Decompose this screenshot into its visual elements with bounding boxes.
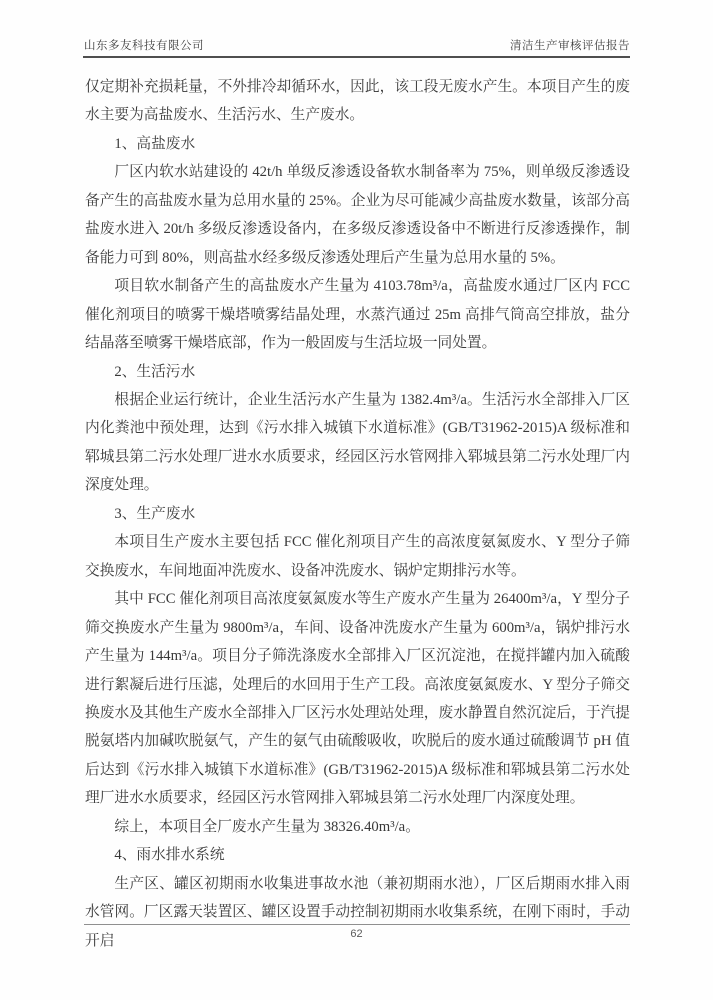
- header-report-title: 清洁生产审核评估报告: [510, 40, 630, 52]
- section-heading: 4、雨水排水系统: [114, 847, 225, 864]
- paragraph: 仅定期补充损耗量，不外排冷却循环水，因此，该工段无废水产生。本项目产生的废水主要为高盐废水、生活污水、生产废水。: [85, 79, 630, 124]
- section-heading: 2、生活污水: [114, 363, 196, 380]
- paragraph: 生产区、罐区初期雨水收集进事故水池（兼初期雨水池），厂区后期雨水排入雨水管网。厂区露天装置区、罐区设置手动控制初期雨水收集系统，在刚下雨时，手动开启: [85, 875, 630, 949]
- section-heading: 1、高盐废水: [114, 135, 196, 152]
- document-body: [85, 73, 630, 955]
- paragraph: 其中 FCC 催化剂项目高浓度氨氮废水等生产废水产生量为 26400m³/a，Y 型分子筛交换废水产生量为 9800m³/a，车间、设备冲洗废水产生量为 600m³/a，锅炉排污水产生量为 144m³/a。项目分子筛洗涤废水全部排入厂区沉淀池，在搅拌罐内加入硫酸进行絮凝后进行压滤，处理后的水回用于生产工段。高浓度氨氮废水、Y 型分子筛交换废水及其他生产废水全部排入厂区污水处理站处理，废水静置自然沉淀后，于汽提脱氨塔内加碱吹脱氨气，产生的氨气由硫酸吸收，吹脱后的废水通过硫酸调节 pH 值后达到《污水排入城镇下水道标准》(GB/T31962-2015)A 级标准和郓城县第二污水处理厂进水水质要求，经园区污水管网排入郓城县第二污水处理厂内深度处理。: [85, 591, 630, 807]
- page-number: 62: [350, 928, 363, 940]
- footer-rule: [84, 924, 630, 925]
- paragraph: 根据企业运行统计，企业生活污水产生量为 1382.4m³/a。生活污水全部排入厂区内化粪池中预处理，达到《污水排入城镇下水道标准》(GB/T31962-2015)A 级标准和郓城县第二污水处理厂进水水质要求，经园区污水管网排入郓城县第二污水处理厂内深度处理。: [85, 391, 630, 494]
- paragraph: 本项目生产废水主要包括 FCC 催化剂项目产生的高浓度氨氮废水、Y 型分子筛交换废水，车间地面冲洗废水、设备冲洗废水、锅炉定期排污水等。: [85, 534, 630, 579]
- header-company-name: 山东多友科技有限公司: [84, 40, 204, 52]
- paragraph: 厂区内软水站建设的 42t/h 单级反渗透设备软水制备率为 75%，则单级反渗透设备产生的高盐废水量为总用水量的 25%。企业为尽可能减少高盐废水数量，该部分高盐废水进入 20t/h 多级反渗透设备内，在多级反渗透设备中不断进行反渗透操作，制备能力可到 80%，则高盐水经多级反渗透处理后产生量为总用水量的 5%。: [85, 164, 630, 266]
- paragraph: 综上，本项目全厂废水产生量为 38326.40m³/a。: [114, 818, 420, 835]
- section-heading: 3、生产废水: [114, 505, 196, 522]
- page-header: [84, 37, 630, 53]
- paragraph: 项目软水制备产生的高盐废水产生量为 4103.78m³/a，高盐废水通过厂区内 FCC 催化剂项目的喷雾干燥塔喷雾结晶处理，水蒸汽通过 25m 高排气筒高空排放，盐分结晶落至喷雾干燥塔底部，作为一般固废与生活垃圾一同处置。: [85, 278, 630, 352]
- header-rule: [83, 56, 630, 58]
